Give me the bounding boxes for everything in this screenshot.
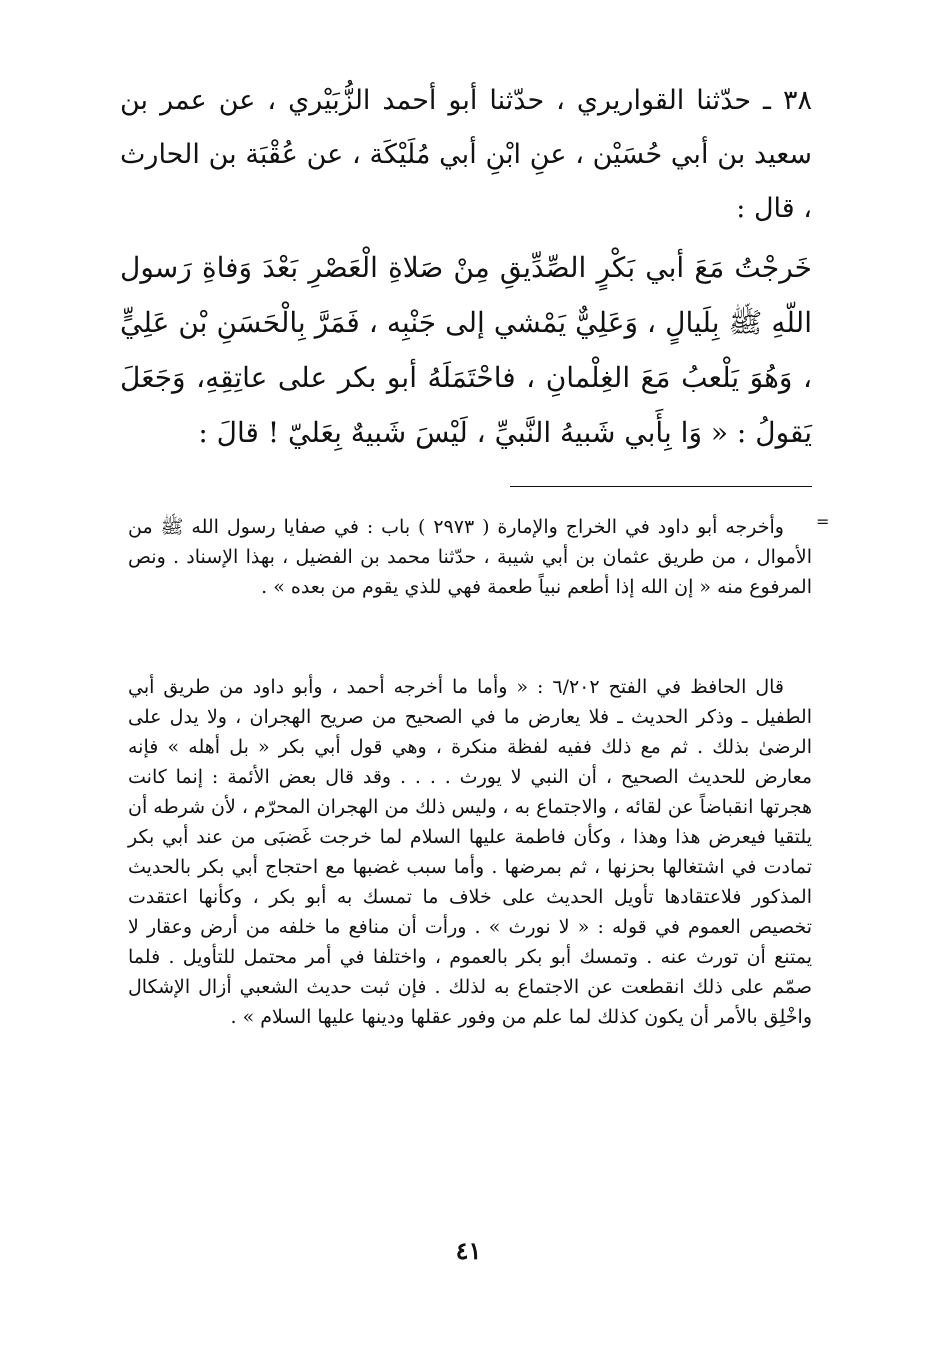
footnote-paragraph-1-text: وأخرجه أبو داود في الخراج والإمارة ( ٢٩٧٣ ) باب : في صفايا رسول الله ﷺ من الأموال ، من طريق عثمان بن أبي شيبة ، حدّثنا محمد بن الفضيل ، بهذا الإسناد . ونص المرفوع منه « إن الله إذا أطعم نبياً طعمة فهي للذي يقوم من بعده » .: [128, 516, 812, 598]
footnote-paragraph-2: [128, 672, 812, 1032]
hadith-chain-paragraph: ٣٨ ـ حدّثنا القواريري ، حدّثنا أبو أحمد الزُّبَيْري ، عن عمر بن سعيد بن أبي حُسَيْن ، عنِ ابْنِ أبي مُلَيْكَة ، عن عُقْبَة بن الحارث ، قال :: [120, 85, 812, 224]
footnote-paragraph-2-text: قال الحافظ في الفتح ٦/٢٠٢ : « وأما ما أخرجه أحمد ، وأبو داود من طريق أبي الطفيل ـ وذكر الحديث ـ فلا يعارض ما في الصحيح من صريح الهجران ، ولا يدل على الرضىٰ بذلك . ثم مع ذلك ففيه لفظة منكرة ، وهي قول أبي بكر « بل أهله » فإنه معارض للحديث الصحيح ، أن النبي لا يورث . . . . وقد قال بعض الأئمة : إنما كانت هجرتها انقباضاً عن لقائه ، والاجتماع به ، وليس ذلك من الهجران المحرّم ، لأن شرطه أن يلتقيا فيعرض هذا وهذا ، وكأن فاطمة عليها السلام لما خرجت غَضبَى من عند أبي بكر تمادت في اشتغالها بحزنها ، ثم بمرضها . وأما سبب غضبها مع احتجاج أبي بكر بالحديث المذكور فلاعتقادها تأويل الحديث على خلاف ما تمسك به أبو بكر ، وكأنها اعتقدت تخصيص العموم في قوله : « لا نورث » . ورأت أن منافع ما خلفه من أرض وعقار لا يمتنع أن تورث عنه . وتمسك أبو بكر بالعموم ، واختلفا في أمر محتمل للتأويل . فلما صمّم على ذلك انقطعت عن الاجتماع به لذلك . فإن ثبت حديث الشعبي أزال الإشكال واخْلِق بالأمر أن يكون كذلك لما علم من وفور عقلها ودينها عليها السلام » .: [128, 676, 812, 1028]
footnote-separator-line: [510, 486, 812, 487]
page-number: ٤١: [455, 1236, 482, 1265]
hadith-body-paragraph: خَرجْتُ مَعَ أبي بَكْرٍ الصِّدِّيقِ مِنْ صَلاةِ الْعَصْرِ بَعْدَ وَفاةِ رَسول اللّهِ ﷺ بِلَيالٍ ، وَعَلِيٌّ يَمْشي إلى جَنْبِه ، فَمَرَّ بِالْحَسَنِ بْن عَلِيٍّ ، وَهُوَ يَلْعبُ مَعَ الغِلْمانِ ، فاحْتَمَلَهُ أبو بكر على عاتِقِهِ، وَجَعَلَ يَقولُ : « وَا بِأَبي شَبيهُ النَّبيِّ ، لَيْسَ شَبيهٌ بِعَليّ ! قالَ :: [120, 251, 812, 449]
footnote-continuation-marker: =: [816, 512, 830, 531]
footnote-paragraph-1: [128, 512, 812, 602]
